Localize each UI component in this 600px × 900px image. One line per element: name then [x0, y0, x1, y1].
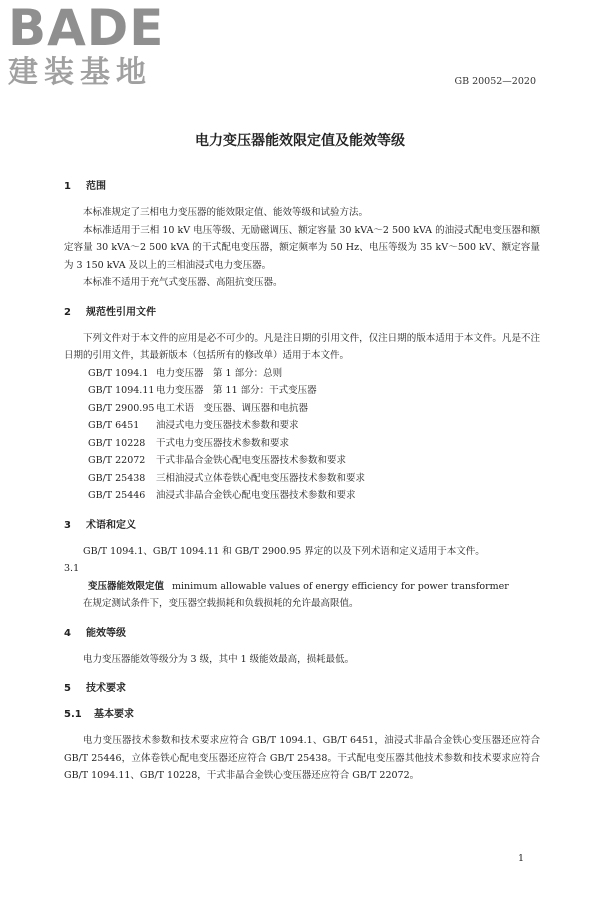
section-1-para-2: 本标准适用于三相 10 kV 电压等级、无励磁调压、额定容量 30 kVA～2 500 kVA 的油浸式配电变压器和额定容量 30 kVA～2 500 kVA 的干式配电变压器，额定频率为 50 Hz、电压等级为 35 kV～500 kV、额定容量为 3 150 kVA 及以上的三相油浸式电力变压器。 — [64, 224, 540, 271]
reference-item: GB/T 6451 油浸式电力变压器技术参数和要求 — [88, 420, 299, 431]
section-4-heading: 4 能效等级 — [64, 627, 126, 639]
reference-item: GB/T 25438 三相油浸式立体卷铁心配电变压器技术参数和要求 — [88, 472, 366, 484]
brand-logo — [8, 2, 178, 90]
reference-item: GB/T 10228 干式电力变压器技术参数和要求 — [88, 437, 290, 449]
reference-item: GB/T 25446 油浸式非晶合金铁心配电变压器技术参数和要求 — [88, 490, 356, 501]
document-body — [64, 178, 540, 785]
document-title: 电力变压器能效限定值及能效等级 — [195, 133, 405, 149]
reference-item: GB/T 1094.11 电力变压器 第 11 部分：干式变压器 — [88, 385, 317, 396]
section-5-1-para: 电力变压器技术参数和技术要求应符合 GB/T 1094.1、GB/T 6451，油浸式非晶合金铁心变压器还应符合 GB/T 25446，立体卷铁心配电变压器还应符合 GB/T 25438。干式配电变压器其他技术参数和技术要求应符合 GB/T 1094.11、GB/T 10228，干式非晶合金铁心变压器还应符合 GB/T 22072。 — [64, 735, 540, 781]
standard-code: GB 20052—2020 — [454, 76, 536, 87]
section-3-heading: 3 术语和定义 — [64, 519, 136, 531]
page-number: 1 — [517, 853, 524, 864]
section-5-1-heading: 5.1 基本要求 — [64, 709, 134, 720]
logo-subtitle: 建装基地 — [8, 55, 152, 90]
term-number: 3.1 — [64, 563, 80, 574]
section-1-para-1: 本标准规定了三相电力变压器的能效限定值、能效等级和试验方法。 — [83, 207, 369, 218]
section-2-heading: 2 规范性引用文件 — [64, 306, 156, 318]
section-2-intro: 下列文件对于本文件的应用是必不可少的。凡是注日期的引用文件，仅注日期的版本适用于本文件。凡是不注日期的引用文件，其最新版本（包括所有的修改单）适用于本文件。 — [64, 332, 540, 361]
reference-item: GB/T 1094.1 电力变压器 第 1 部分：总则 — [88, 367, 283, 379]
logo-wordmark: BADE — [8, 0, 165, 57]
section-1-heading: 1 范围 — [64, 181, 106, 192]
reference-item: GB/T 22072 干式非晶合金铁心配电变压器技术参数和要求 — [88, 455, 347, 466]
section-1-para-3: 本标准不适用于充气式变压器、高阻抗变压器。 — [83, 277, 283, 288]
term-name: 变压器能效限定值 minimum allowable values of energy efficiency for power transformer — [88, 580, 509, 592]
section-3-intro: GB/T 1094.1、GB/T 1094.11 和 GB/T 2900.95 界定的以及下列术语和定义适用于本文件。 — [83, 545, 485, 557]
reference-item: GB/T 2900.95 电工术语 变压器、调压器和电抗器 — [88, 402, 309, 414]
section-5-heading: 5 技术要求 — [64, 683, 126, 694]
term-definition: 在规定测试条件下，变压器空载损耗和负载损耗的允许最高限值。 — [83, 598, 359, 609]
section-4-para: 电力变压器能效等级分为 3 级，其中 1 级能效最高，损耗最低。 — [83, 653, 355, 665]
